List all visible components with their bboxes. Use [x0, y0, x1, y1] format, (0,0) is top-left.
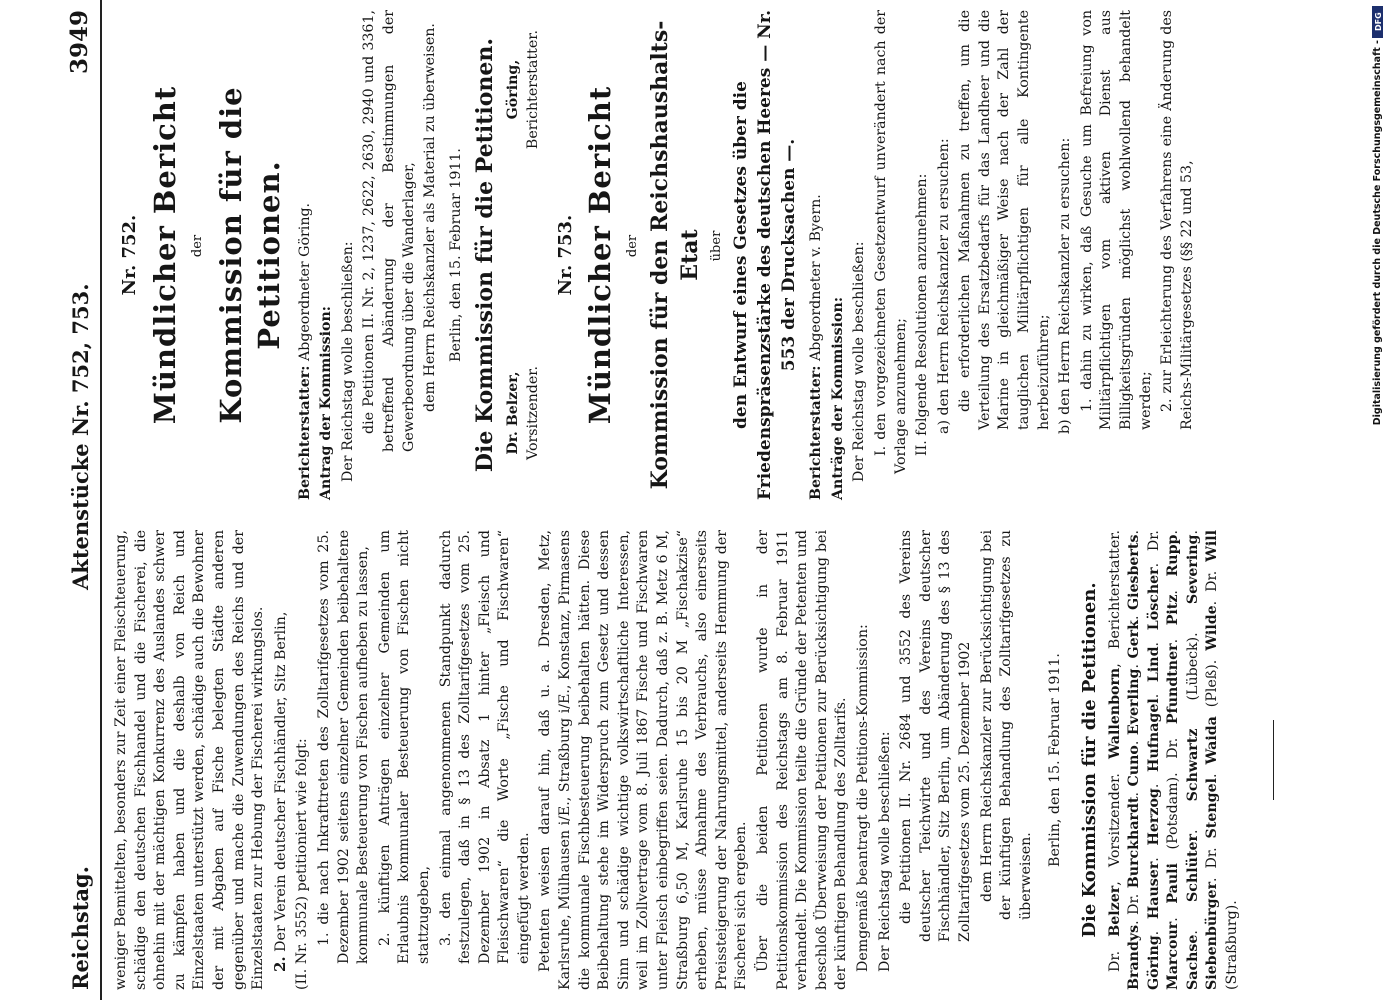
member-name: Sachse	[1184, 934, 1201, 990]
member-name: Rupp	[1165, 534, 1182, 577]
member-suffix: (Straßburg).	[1224, 900, 1241, 990]
rapporteur-label: Berichterstatter:	[808, 365, 825, 500]
paragraph: die Petitionen II. Nr. 2684 und 3552 des Vereins deutscher Teichwirte und des Vereins deutscher Fischhändler, Sitz Berlin, um Abänderung des § 13 des Zolltarifgesetzes vom 25. Dezember 1902	[898, 530, 973, 942]
list-item: b) den Herrn Reichskanzler zu ersuchen:	[1057, 137, 1074, 434]
member-name: Hufnagel	[1145, 698, 1162, 772]
member-name: Schwartz	[1184, 728, 1201, 802]
paragraph: die Petitionen II. Nr. 2, 1237, 2622, 2630, 2940 und 3361, betreffend Abänderung der Bestimmungen der Gewerbeordnung über die Wanderlager,	[361, 10, 417, 452]
member-suffix: .	[1145, 919, 1162, 936]
signer-name: Dr. Belzer,	[505, 371, 522, 455]
paragraph: Über die beiden Petitionen wurde in der Petitionskommission des Reichstags am 8. Februar 1911 verhandelt. Die Kommission teilte die Gründe der Petenten und beschloß Überweisung der Petitionen zur Berücksichtigung bei der künftigen Behandlung des Zolltarifs.	[755, 530, 850, 990]
connector-text: der	[189, 234, 205, 258]
member-name: Marcour	[1165, 921, 1182, 990]
signer-name: Göring,	[505, 59, 522, 120]
commission-name: Kommission für die Petitionen.	[213, 86, 286, 424]
paragraph: Der Reichstag wolle beschließen:	[876, 731, 893, 972]
member-name: Wallenborn	[1106, 667, 1123, 759]
member-suffix: .	[1145, 845, 1162, 862]
rapporteur-name: Abgeordneter v. Byern.	[808, 194, 825, 366]
member-suffix: (Potsdam). Dr.	[1165, 724, 1182, 864]
member-suffix: . Dr.	[1204, 561, 1221, 606]
member-suffix: .	[1165, 625, 1182, 644]
signer-role: Berichterstatter.	[524, 30, 541, 150]
member-suffix: , Berichterstatter.	[1106, 530, 1123, 668]
page-header	[60, 0, 102, 1000]
commission-signature-title: Die Kommission für die Petitionen.	[472, 37, 499, 473]
list-item: I. den vorgezeichneten Gesetzentwurf unverändert nach der Vorlage anzunehmen;	[872, 10, 909, 474]
member-name: Wilde	[1204, 605, 1221, 651]
member-name: Waida	[1204, 716, 1221, 765]
list-item: 1. dahin zu wirken, daß Gesuche um Befreiung von Militärpflichtigen vom aktiven Dienst aus Billigkeitsgründen möglichst wohlwollend behandelt werden;	[1078, 10, 1154, 430]
left-column	[112, 530, 1304, 990]
member-name: Lind	[1145, 646, 1162, 683]
page-number: 3949	[66, 10, 93, 75]
paragraph: weniger Bemittelten, besonders zur Zeit einer Fleischteuerung, schädige den deutschen Fischhandel und die Fischerei, die ohnehin mit der mächtigen Konkurrenz des Auslandes schwer zu kämpfen haben und die deshalb von Reich und Einzelstaaten unterstützt werden, schädige auch die Bewohner der mit Abgaben auf Fische belegten Städte anderen gegenüber und mache die Zuwendungen des Reichs und der Einzelstaaten zur Hebung der Fischerei wirkungslos.	[113, 530, 267, 990]
member-name: Burckhardt	[1126, 796, 1143, 889]
member-suffix: .	[1165, 903, 1182, 922]
paragraph: Der Verein deutscher Fischhändler, Sitz Berlin,	[272, 611, 289, 952]
member-suffix: .	[1204, 764, 1221, 778]
member-suffix: .	[1165, 576, 1182, 595]
member-name: Löscher	[1145, 567, 1162, 631]
member-name: Pitz	[1165, 594, 1182, 626]
date-line: Berlin, den 15. Februar 1911.	[1047, 653, 1064, 867]
paragraph: Der Reichstag wolle beschließen:	[851, 241, 868, 482]
member-name: Schlüter	[1184, 833, 1201, 902]
paragraph: dem Herrn Reichskanzler als Material zu überweisen.	[422, 23, 439, 412]
member-name: Brandys	[1126, 924, 1143, 990]
member-name: Belzer	[1106, 885, 1123, 937]
date-line: Berlin, den 15. Februar 1911.	[447, 148, 464, 362]
dfg-logo: DFG	[1372, 6, 1383, 38]
member-name: Cuno	[1126, 745, 1143, 787]
paragraph: Demgemäß beantragt die Petitions-Kommission:	[854, 624, 871, 972]
signature-block	[504, 30, 543, 460]
member-suffix: .	[1145, 682, 1162, 699]
member-name: Hauser	[1145, 861, 1162, 920]
member-suffix: .	[1145, 630, 1162, 647]
member-name: Göring	[1145, 935, 1162, 990]
motion-label: Antrag der Kommission:	[318, 305, 335, 500]
member-list	[1106, 530, 1243, 990]
member-name: Giesberts	[1126, 534, 1143, 611]
member-suffix: (Lübeck).	[1184, 604, 1201, 729]
member-name: Gerk	[1126, 620, 1143, 659]
member-name: Will	[1204, 530, 1221, 562]
member-suffix: .	[1165, 530, 1182, 535]
divider	[1273, 720, 1274, 800]
list-item: 2. künftigen Anträgen einzelner Gemeinden um Erlaubnis kommunaler Besteuerung von Fischen nicht stattzugeben,	[376, 530, 432, 964]
list-item: a) den Herrn Reichskanzler zu ersuchen:	[935, 138, 952, 434]
connector-text: der	[625, 234, 641, 258]
motions-label: Anträge der Kommission:	[829, 296, 846, 500]
rapporteur-label: Berichterstatter:	[296, 365, 313, 500]
signer-role: Vorsitzender.	[524, 365, 541, 460]
report-title: Mündlicher Bericht	[147, 85, 182, 425]
member-suffix: .	[1126, 610, 1143, 621]
paragraph: Der Reichstag wolle beschließen:	[339, 241, 356, 482]
report-title: Mündlicher Bericht	[583, 85, 618, 425]
bill-title: den Entwurf eines Gesetzes über die Friedenspräsenzstärke des deutschen Heeres — Nr. 553 der Drucksachen —.	[731, 9, 800, 500]
header-center: Aktenstücke Nr. 752, 753.	[68, 283, 93, 590]
rapporteur-name: Abgeordneter Göring.	[296, 202, 313, 366]
member-suffix: .	[1145, 771, 1162, 789]
document-page	[50, 0, 1370, 1000]
commission-title: Die Kommission für die Petitionen.	[1078, 582, 1100, 938]
member-name: Siebenbürger	[1204, 881, 1221, 990]
member-suffix: .	[1126, 786, 1143, 797]
commission-name: Kommission für den Reichshaushalts-Etat	[647, 20, 704, 490]
member-suffix: .	[1126, 735, 1143, 746]
report-number: Nr. 752.	[119, 214, 140, 296]
member-name: Everling	[1126, 668, 1143, 736]
paragraph: dem Herrn Reichskanzler zur Berücksichtigung bei der künftigen Behandlung des Zolltarifgesetzes zu überweisen.	[978, 530, 1034, 920]
list-item: 3. den einmal angenommenen Standpunkt dadurch festzulegen, daß in § 13 des Zolltarifgesetzes vom 25. Dezember 1902 in Absatz 1 hinter „Fleisch und Fleischwaren“ die Worte „Fische und Fischwaren“ eingefügt werden.	[437, 530, 532, 964]
member-suffix: .	[1126, 658, 1143, 669]
report-number: Nr. 753.	[554, 214, 576, 296]
member-prefix: Dr.	[1106, 936, 1123, 972]
list-item: 2. zur Erleichterung des Verfahrens eine Änderung des Reichs-Militärgesetzes (§§ 22 und 53,	[1159, 10, 1195, 430]
member-suffix: . Dr.	[1126, 888, 1143, 925]
right-column	[112, 10, 1199, 500]
digitization-credit: Digitalisierung gefördert durch die Deutsche Forschungsgemeinschaft -	[1372, 40, 1383, 426]
paragraph: die erforderlichen Maßnahmen zu treffen, um die Verteilung des Ersatzbedarfs für das Landheer und die Marine in gleichmäßiger Weise nach der Zahl der tauglichen Militärpflichtigen für alle Kontingente herbeizuführen;	[957, 10, 1052, 430]
member-name: Stengel	[1204, 777, 1221, 839]
member-suffix: .	[1184, 901, 1201, 935]
member-name: Severing	[1184, 534, 1201, 605]
member-suffix: .	[1184, 530, 1201, 535]
member-name: Pauli	[1165, 863, 1182, 904]
member-name: Herzog	[1145, 788, 1162, 846]
member-suffix: . Dr.	[1204, 838, 1221, 882]
header-left: Reichstag.	[68, 866, 93, 990]
member-name: Pfundtner	[1165, 643, 1182, 725]
member-suffix: . Dr.	[1145, 530, 1162, 568]
paragraph: Petenten weisen darauf hin, daß u. a. Dresden, Metz, Karlsruhe, Mülhausen i/E., Straßburg i/E., Konstanz, Pirmasens die kommunale Fischbesteuerung beibehalten hätten. Diese Beibehaltung stehe im Widerspruch zum Gesetz und dessen Sinn und schädige wichtige volkswirtschaftliche Interessen, weil im Zollvertrage vom 8. Juli 1867 Fische und Fischwaren unter Fleisch einbegriffen seien. Dadurch, daß z. B. Metz 6 M, Straßburg 6,50 M, Karlsruhe 15 bis 20 M „Fischakzise“ erheben, müsse Abnahme des Verbrauchs, also einerseits Preissteigerung der Nahrungsmittel, anderseits Hemmung der Fischerei sich ergeben.	[537, 530, 750, 990]
connector-text: über	[709, 230, 725, 262]
member-suffix: , Vorsitzender.	[1106, 758, 1123, 886]
member-suffix: .	[1126, 530, 1143, 535]
list-item: II. folgende Resolutionen anzunehmen:	[914, 173, 931, 456]
member-suffix: .	[1184, 801, 1201, 834]
paragraph: (II. Nr. 3552) petitioniert wie folgt:	[294, 738, 311, 990]
member-suffix: (Pleß).	[1204, 650, 1221, 717]
section-number: 2.	[270, 956, 289, 972]
list-item: 1. die nach Inkrafttreten des Zolltarifgesetzes vom 25. Dezember 1902 seitens einzelner Gemeinden beibehaltene kommunale Besteuerung von Fischen aufheben zu lassen,	[315, 530, 372, 964]
